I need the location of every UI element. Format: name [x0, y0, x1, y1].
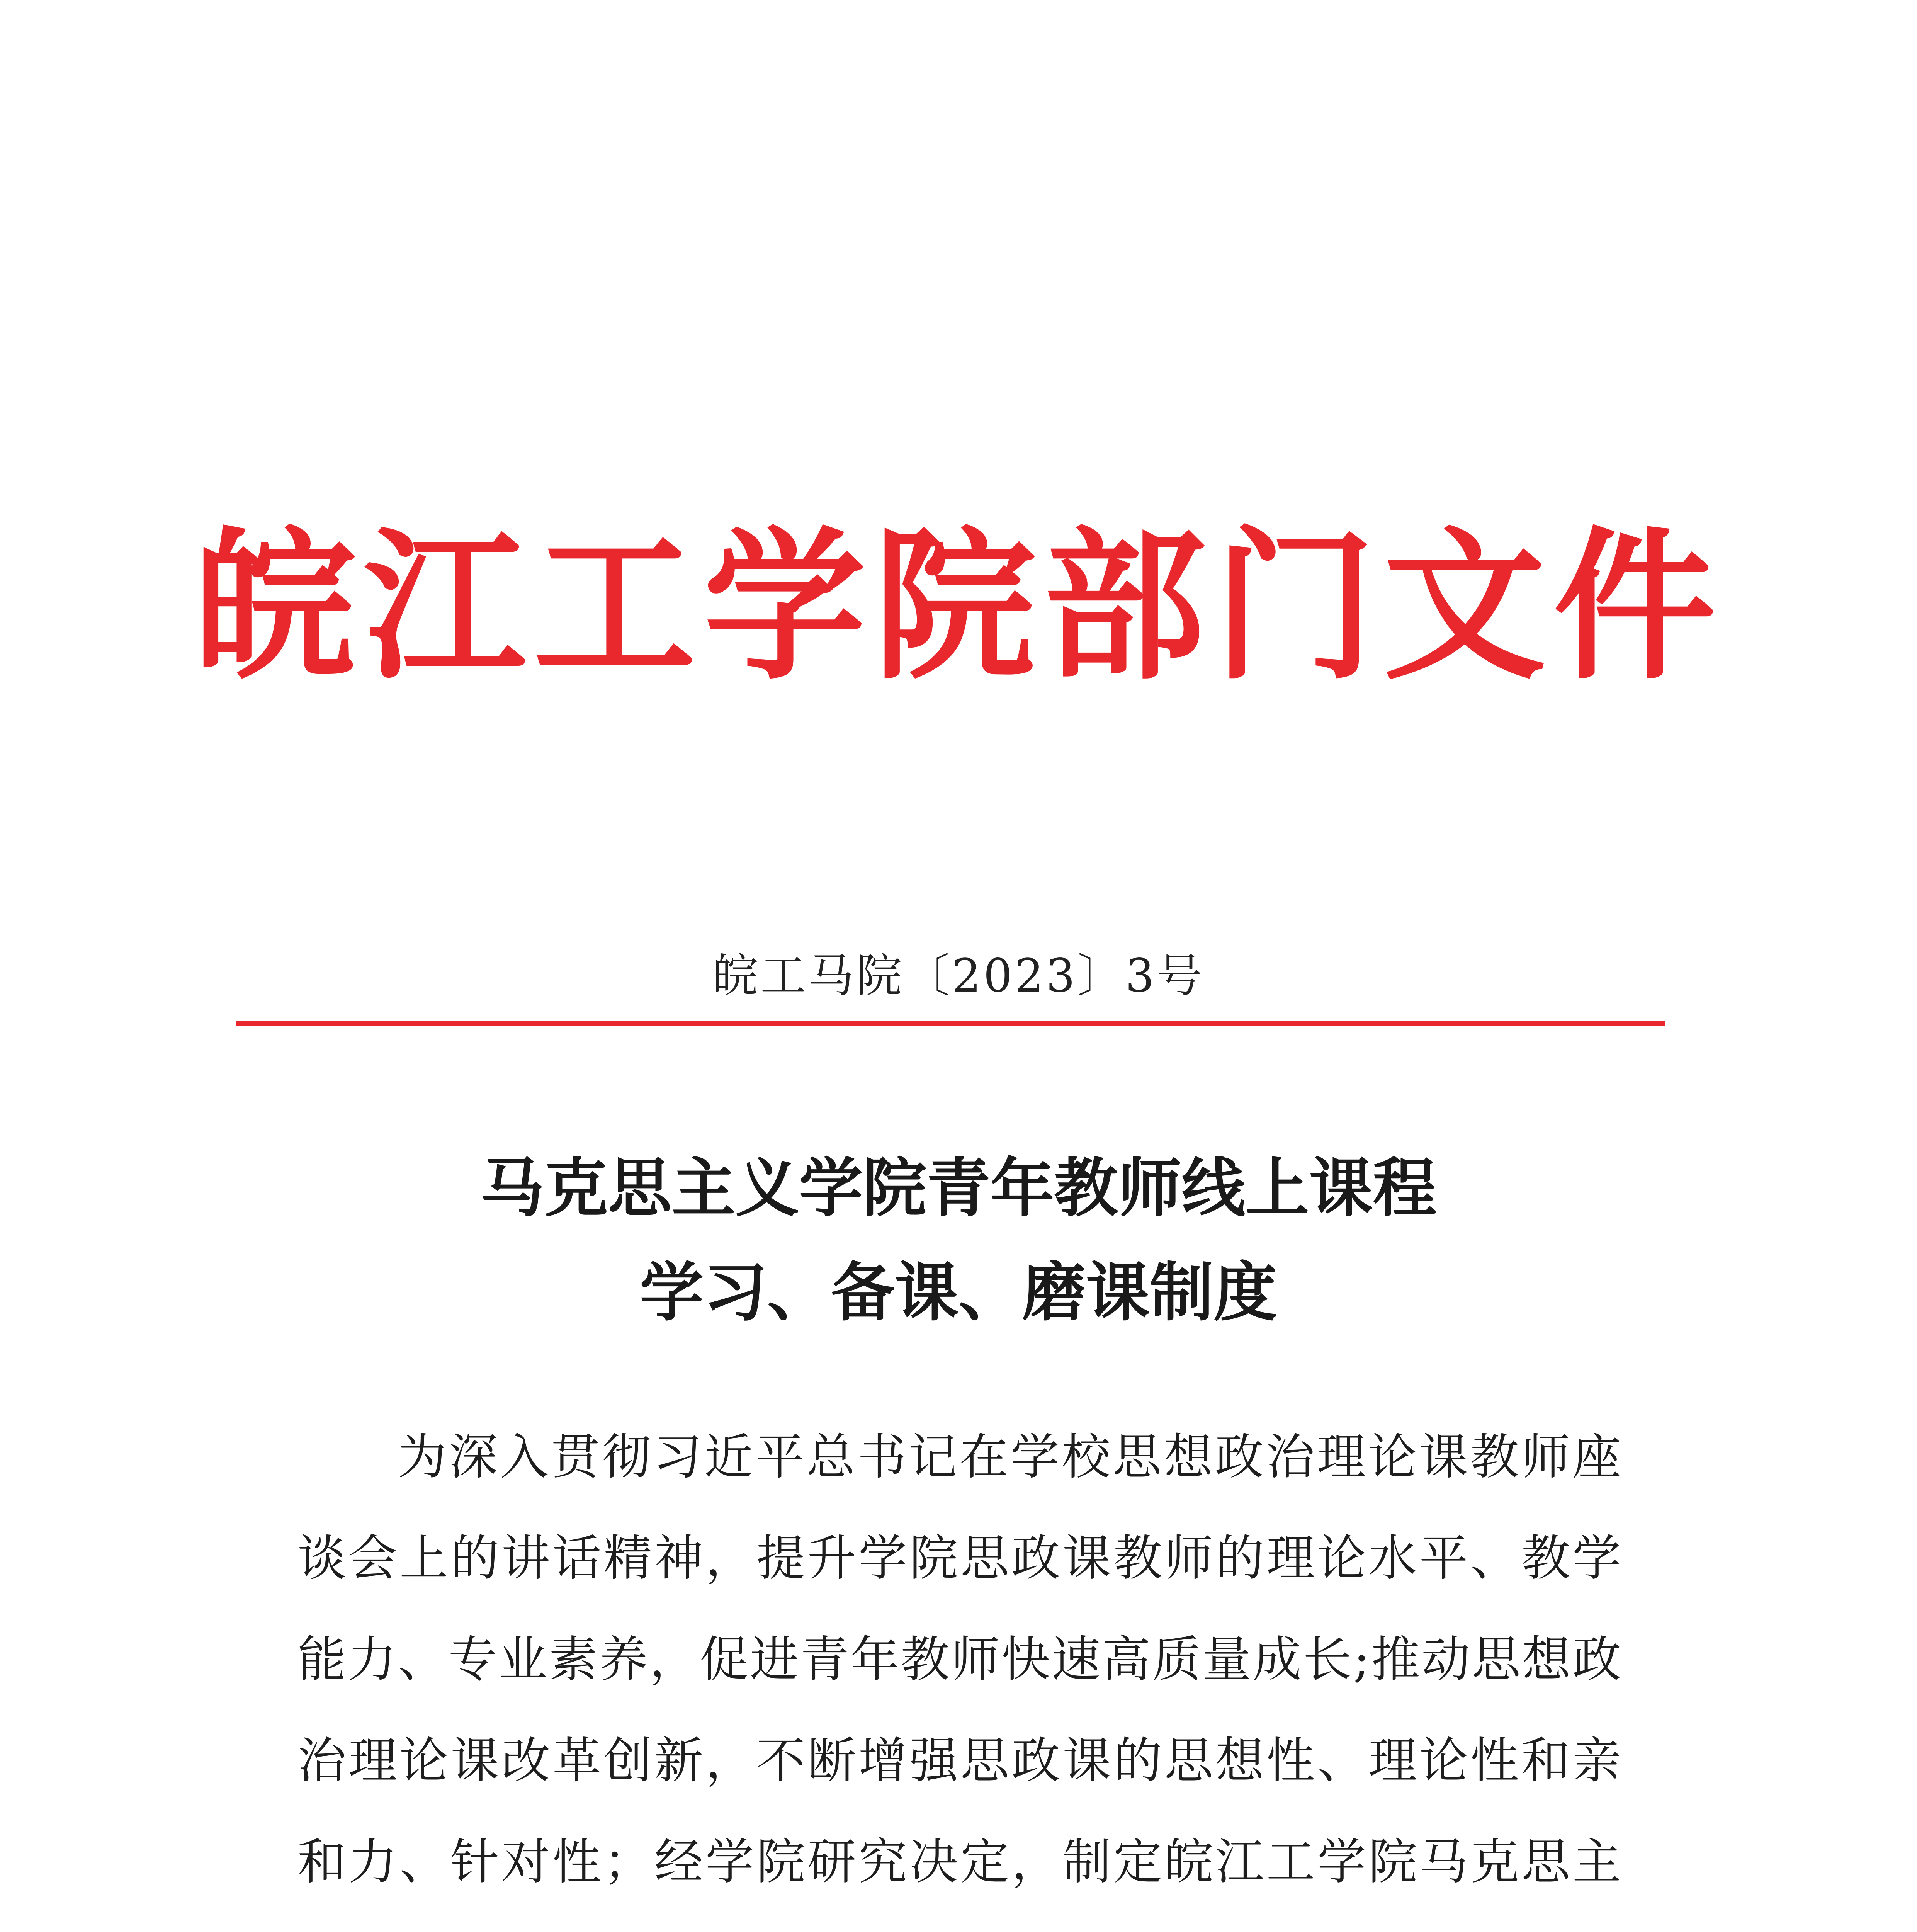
red-divider-line [236, 1021, 1665, 1026]
document-title [0, 1136, 1917, 1345]
document-title-line-2: 学习、备课、磨课制度 [640, 1255, 1277, 1330]
document-body [297, 1406, 1623, 1932]
document-title-line-1: 马克思主义学院青年教师线上课程 [480, 1151, 1437, 1225]
document-number: 皖工马院〔2023〕3号 [712, 949, 1205, 1002]
masthead-title: 皖江工学院部门文件 [194, 511, 1723, 702]
intro-paragraph: 为深入贯彻习近平总书记在学校思想政治理论课教师座谈会上的讲话精神，提升学院思政课教师的理论水平、教学能力、专业素养，促进青年教师快速高质量成长;推动思想政治理论课改革创新，不断增强思政课的思想性、理论性和亲和力、针对性；经学院研究决定，制定皖江工学院马克思主 [297, 1429, 1623, 1890]
